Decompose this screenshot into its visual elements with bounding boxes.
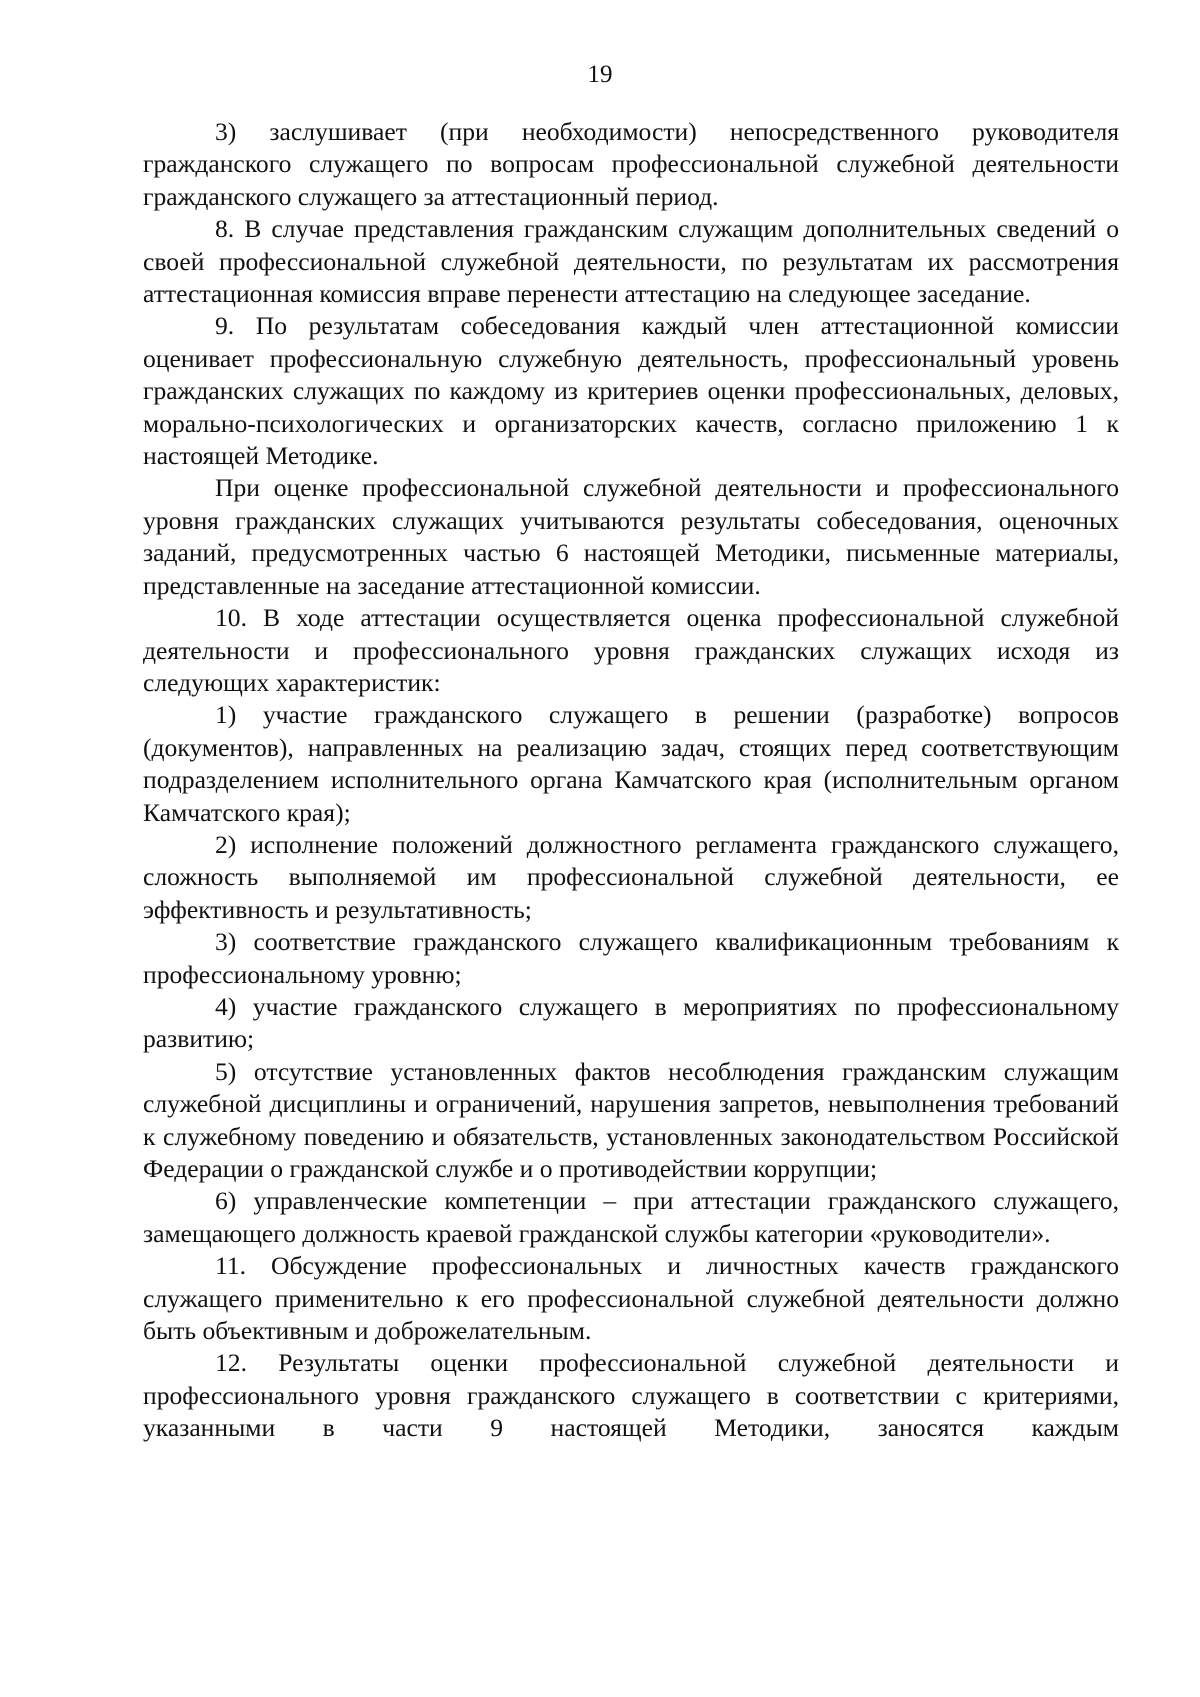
paragraph-12: 12. Результаты оценки профессиональной служебной деятельности и профессионального уровня гражданского служащего в соответствии с критериями, указанными в части 9 настоящей Методики, заносятся каждым	[143, 1348, 1119, 1443]
paragraph-10-5: 5) отсутствие установленных фактов несоблюдения гражданским служащим служебной дисциплины и ограничений, нарушения запретов, невыполнения требований к служебному поведению и обязательств, установленных законодательством Российской Федерации о гражданской службе и о противодействии коррупции;	[143, 1056, 1119, 1183]
paragraph-7-3: 3) заслушивает (при необходимости) непосредственного руководителя гражданского служащего по вопросам профессиональной служебной деятельности гражданского служащего за аттестационный период.	[143, 117, 1119, 211]
paragraph-10-4: 4) участие гражданского служащего в мероприятиях по профессиональному развитию;	[143, 991, 1119, 1054]
paragraph-8: 8. В случае представления гражданским служащим дополнительных сведений о своей профессиональной служебной деятельности, по результатам их рассмотрения аттестационная комиссия вправе перенести аттестацию на следующее заседание.	[143, 214, 1119, 309]
paragraph-10-2: 2) исполнение положений должностного регламента гражданского служащего, сложность выполняемой им профессиональной служебной деятельности, ее эффективность и результативность;	[143, 829, 1119, 924]
paragraph-9: 9. По результатам собеседования каждый член аттестационной комиссии оценивает профессиональную служебную деятельность, профессиональный уровень гражданских служащих по каждому из критериев оценки профессиональных, деловых, морально-психологических и организаторских качеств, согласно приложению 1 к настоящей Методике.	[143, 311, 1119, 471]
paragraph-10-3: 3) соответствие гражданского служащего квалификационным требованиям к профессиональному уровню;	[143, 927, 1119, 989]
document-body	[143, 116, 1119, 1445]
page-number: 19	[587, 61, 613, 88]
paragraph-10-1: 1) участие гражданского служащего в решении (разработке) вопросов (документов), направленных на реализацию задач, стоящих перед соответствующим подразделением исполнительного органа Камчатского края (исполнительным органом Камчатского края);	[143, 700, 1119, 827]
paragraph-10-6: 6) управленческие компетенции – при аттестации гражданского служащего, замещающего должность краевой гражданской службы категории «руководители».	[143, 1186, 1119, 1248]
paragraph-10: 10. В ходе аттестации осуществляется оценка профессиональной служебной деятельности и профессионального уровня гражданских служащих исходя из следующих характеристик:	[143, 603, 1119, 697]
paragraph-11: 11. Обсуждение профессиональных и личностных качеств гражданского служащего применительно к его профессиональной служебной деятельности должно быть объективным и доброжелательным.	[143, 1251, 1119, 1346]
paragraph-9-evaluation: При оценке профессиональной служебной деятельности и профессионального уровня гражданских служащих учитываются результаты собеседования, оценочных заданий, предусмотренных частью 6 настоящей Методики, письменные материалы, представленные на заседание аттестационной комиссии.	[143, 473, 1119, 600]
